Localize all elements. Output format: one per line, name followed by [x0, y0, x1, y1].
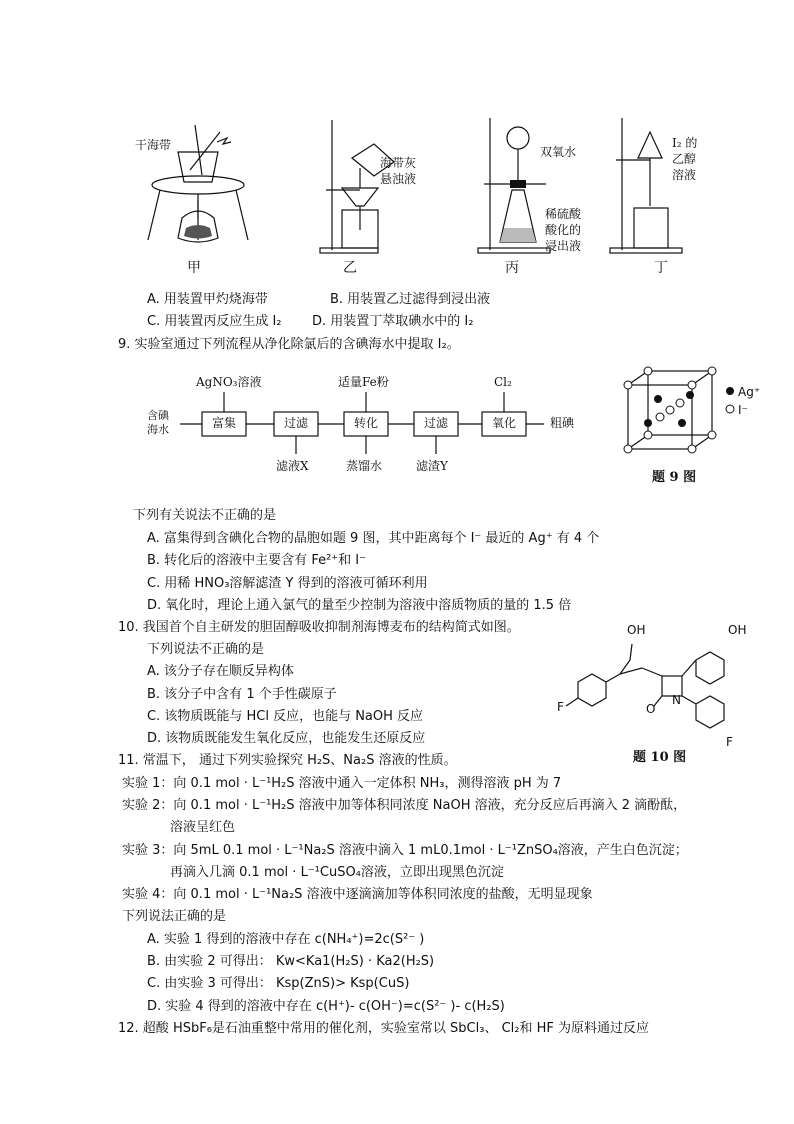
flow-reagent-cl2: Cl₂ — [494, 375, 512, 389]
q11-exp4: 实验 4：向 0.1 mol · L⁻¹Na₂S 溶液中逐滴滴加等体积同浓度的盐酸，无明显现象 — [122, 887, 593, 902]
flow-out-y: 滤渣Y — [416, 459, 448, 473]
label-yi: 乙 — [343, 260, 357, 276]
label-xiliusuan-3: 浸出液 — [545, 239, 582, 253]
label-xiliusuan-1: 稀硫酸 — [545, 207, 582, 221]
q9-option-b: B. 转化后的溶液中主要含有 Fe²⁺和 I⁻ — [147, 553, 366, 568]
crystal-cell-figure — [618, 365, 748, 465]
flow-step-3: 转化 — [354, 416, 379, 430]
label-ding: 丁 — [654, 260, 668, 276]
q11-option-b: B. 由实验 2 可得出： Kw<Ka1(H₂S) · Ka2(H₂S) — [147, 954, 435, 969]
q11-stem: 11. 常温下， 通过下列实验探究 H₂S、Na₂S 溶液的性质。 — [118, 753, 457, 768]
apparatus-bing — [478, 118, 550, 253]
label-ganhaidai: 干海带 — [135, 138, 172, 152]
label-bing: 丙 — [505, 260, 519, 276]
struct-o: O — [646, 702, 656, 716]
label-i2-3: 溶液 — [672, 168, 697, 182]
q10-question: 下列说法不正确的是 — [147, 642, 265, 657]
q11-exp1: 实验 1：向 0.1 mol · L⁻¹H₂S 溶液中通入一定体积 NH₃，测得溶液 pH 为 7 — [122, 776, 562, 791]
struct-oh2: OH — [728, 623, 747, 637]
q10-option-c: C. 该物质既能与 HCl 反应，也能与 NaOH 反应 — [147, 709, 424, 724]
q10-caption: 题 10 图 — [633, 750, 687, 765]
q11-exp3b: 再滴入几滴 0.1 mol · L⁻¹CuSO₄溶液，立即出现黑色沉淀 — [170, 865, 504, 880]
flow-product: 粗碘 — [550, 416, 575, 430]
q8-option-c: C. 用装置丙反应生成 I₂ — [147, 314, 282, 329]
struct-f1: F — [557, 700, 564, 714]
q9-stem: 9. 实验室通过下列流程从净化除氯后的含碘海水中提取 I₂。 — [118, 337, 460, 352]
apparatus-figure — [120, 110, 700, 285]
q11-option-d: D. 实验 4 得到的溶液中存在 c(H⁺)- c(OH⁻)=c(S²⁻ )- c(H₂S) — [147, 999, 505, 1014]
q8-option-a: A. 用装置甲灼烧海带 — [147, 292, 268, 307]
flow-input-1: 含碘 — [147, 409, 169, 422]
crystal-caption: 题 9 图 — [652, 470, 697, 485]
q9-question: 下列有关说法不正确的是 — [133, 508, 277, 523]
label-i2-1: I₂ 的 — [672, 136, 698, 150]
crystal-legend-ag: Ag⁺ — [738, 385, 761, 399]
label-haidaihui-2: 悬浊液 — [380, 172, 417, 186]
q11-exp3: 实验 3：向 5mL 0.1 mol · L⁻¹Na₂S 溶液中滴入 1 mL0.1mol · L⁻¹ZnSO₄溶液，产生白色沉淀； — [122, 843, 688, 858]
q11-exp2: 实验 2：向 0.1 mol · L⁻¹H₂S 溶液中加等体积同浓度 NaOH 溶液，充分反应后再滴入 2 滴酚酞， — [122, 798, 687, 813]
q11-option-c: C. 由实验 3 可得出： Ksp(ZnS)> Ksp(CuS) — [147, 976, 410, 991]
flow-out-water: 蒸馏水 — [346, 459, 383, 473]
q11-option-a: A. 实验 1 得到的溶液中存在 c(NH₄⁺)=2c(S²⁻ ) — [147, 932, 425, 947]
flow-step-5: 氧化 — [492, 416, 517, 430]
q8-option-d: D. 用装置丁萃取碘水中的 I₂ — [312, 314, 474, 329]
q9-option-c: C. 用稀 HNO₃溶解滤渣 Y 得到的溶液可循环利用 — [147, 576, 428, 591]
flow-step-1: 富集 — [212, 416, 237, 430]
q10-option-d: D. 该物质既能发生氧化反应，也能发生还原反应 — [147, 731, 426, 746]
label-i2-2: 乙醇 — [672, 152, 697, 166]
struct-f2: F — [726, 735, 733, 749]
crystal-legend-i: I⁻ — [738, 403, 748, 417]
q9-option-a: A. 富集得到含碘化合物的晶胞如题 9 图，其中距离每个 I⁻ 最近的 Ag⁺ 有 4 个 — [147, 531, 600, 546]
struct-n: N — [672, 693, 681, 707]
flow-out-x: 滤液X — [276, 459, 309, 473]
q10-stem: 10. 我国首个自主研发的胆固醇吸收抑制剂海博麦布的结构简式如图。 — [118, 620, 520, 635]
label-shuangyangshui: 双氧水 — [540, 145, 577, 159]
q11-exp2b: 溶液呈红色 — [170, 820, 236, 835]
flow-input-2: 海水 — [147, 423, 169, 436]
flow-reagent-fe: 适量Fe粉 — [338, 375, 389, 389]
q8-option-b: B. 用装置乙过滤得到浸出液 — [330, 292, 491, 307]
q9-option-d: D. 氧化时，理论上通入氯气的量至少控制为溶液中溶质物质的量的 1.5 倍 — [147, 598, 572, 613]
flow-step-4: 过滤 — [424, 416, 449, 430]
struct-oh1: OH — [627, 623, 646, 637]
flow-reagent-agno3: AgNO₃溶液 — [196, 375, 262, 389]
q12-stem: 12. 超酸 HSbF₆是石油重整中常用的催化剂，实验室常以 SbCl₃、 Cl₂和 HF 为原料通过反应 — [118, 1021, 649, 1036]
q10-structure — [550, 620, 750, 750]
q10-option-b: B. 该分子中含有 1 个手性碳原子 — [147, 687, 337, 702]
q11-question: 下列说法正确的是 — [122, 909, 227, 924]
label-jia: 甲 — [187, 260, 201, 276]
q10-option-a: A. 该分子存在顺反异构体 — [147, 664, 294, 679]
flow-step-2: 过滤 — [284, 416, 309, 430]
label-haidaihui-1: 海带灰 — [380, 156, 417, 170]
label-xiliusuan-2: 酸化的 — [545, 223, 582, 237]
